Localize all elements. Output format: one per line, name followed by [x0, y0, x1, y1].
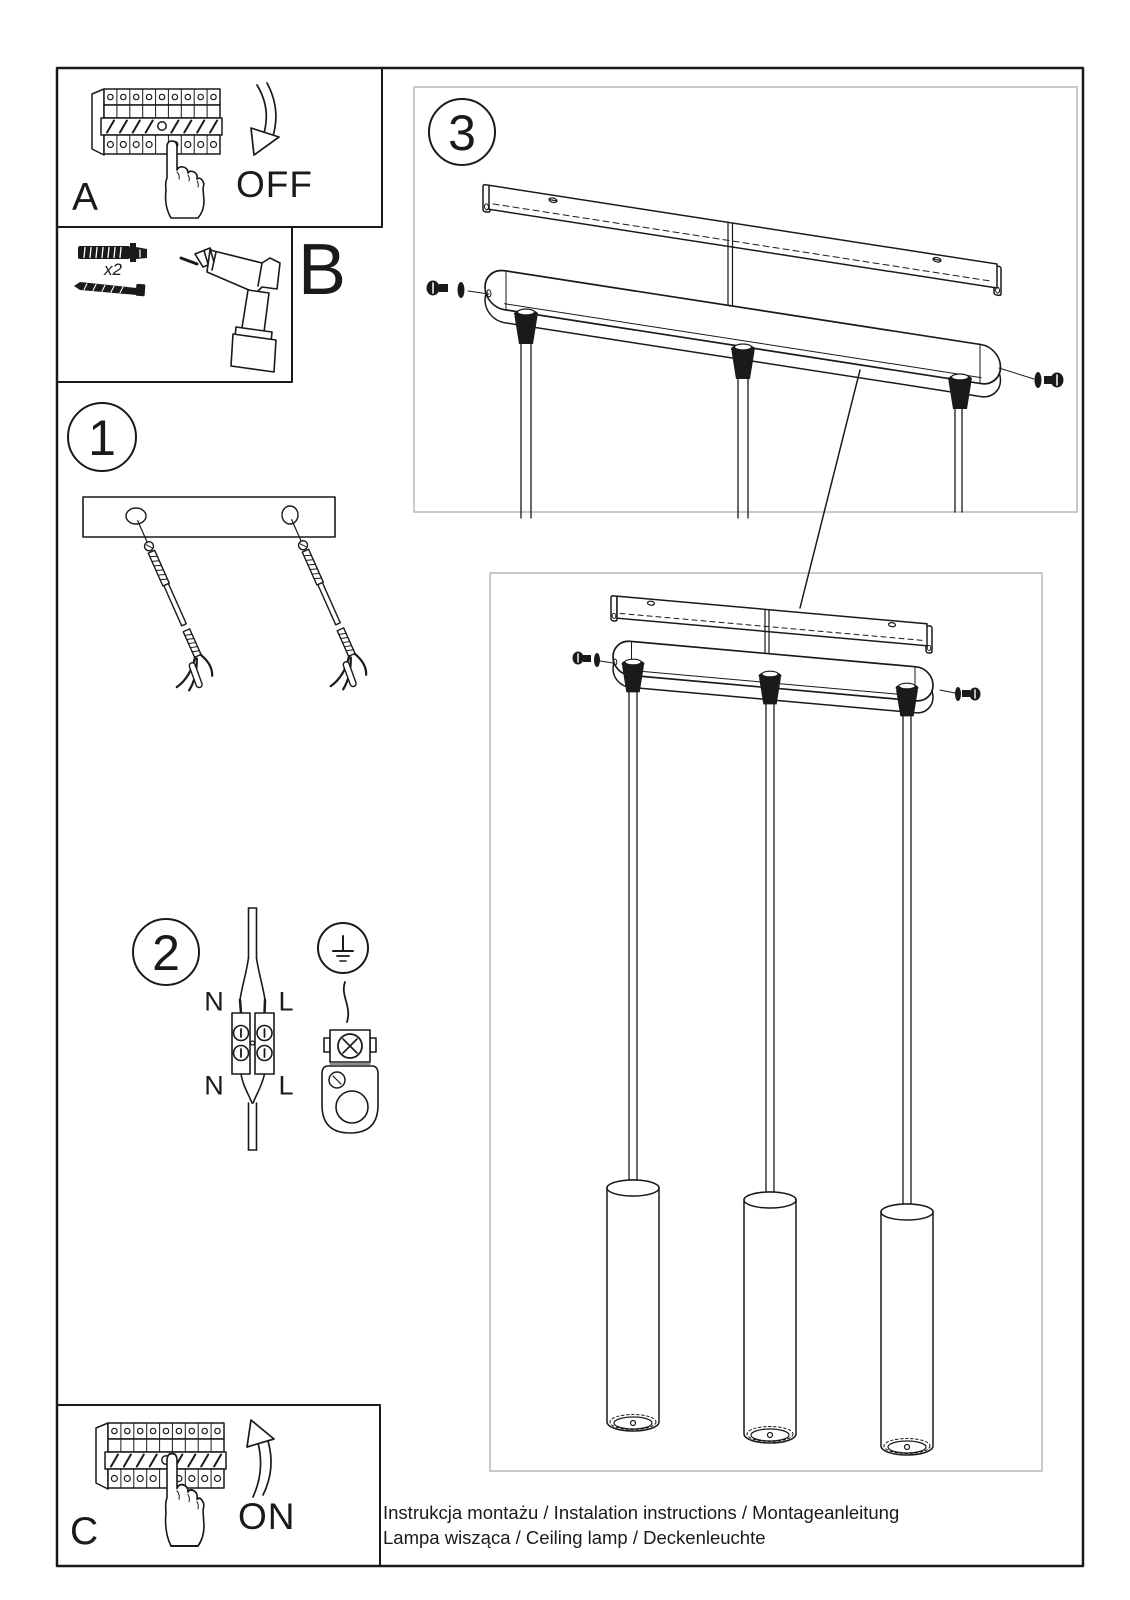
- arrow-down-icon: [251, 83, 279, 155]
- ground-clamp-icon: [322, 982, 378, 1133]
- wire-label-n-bottom: N: [204, 1070, 224, 1101]
- cord-grip: [731, 344, 755, 379]
- anchor-screw-assembly: [262, 517, 370, 695]
- canopy-screw-right: [940, 687, 981, 701]
- step-b-label: B: [298, 230, 347, 310]
- circuit-breaker-panel-icon: [96, 1423, 226, 1489]
- earth-symbol-icon: [318, 923, 368, 973]
- wire-label-l-top: L: [278, 986, 294, 1017]
- anchor-screw-assembly: [108, 518, 216, 696]
- wire-label-n-top: N: [204, 986, 224, 1017]
- step-a-label: A: [72, 176, 99, 219]
- assembled-lamp-art: [573, 596, 981, 1455]
- canopy-screw-left: [573, 652, 614, 668]
- pendant-cable: [629, 692, 911, 1212]
- screw-icon: [74, 282, 145, 296]
- drill-icon: [181, 248, 280, 372]
- mains-cable: [240, 908, 265, 1013]
- step3-art: [427, 99, 1064, 518]
- wire-label-l-bottom: L: [278, 1070, 294, 1101]
- step-c-action: ON: [238, 1496, 296, 1537]
- circuit-breaker-panel-icon: [92, 89, 222, 155]
- step1-number: 1: [88, 410, 116, 466]
- mains-cable: [241, 1074, 265, 1150]
- canopy-screw-left: [427, 281, 490, 299]
- step3-number: 3: [448, 105, 476, 161]
- arrow-up-icon: [247, 1420, 274, 1497]
- step2-number: 2: [152, 925, 180, 981]
- terminal-block: [232, 1013, 274, 1074]
- footer-product-line: Lampa wisząca / Ceiling lamp / Deckenleuchte: [383, 1527, 766, 1548]
- footer-title-line: Instrukcja montażu / Instalation instructions / Montageanleitung: [383, 1502, 900, 1523]
- canopy-screw-right: [999, 368, 1064, 388]
- step-a-action: OFF: [236, 164, 313, 205]
- pendant-cylinder: [881, 1204, 933, 1455]
- pendant-cylinder: [744, 1192, 796, 1443]
- cord-grip: [948, 374, 972, 409]
- pendant-cylinder: [607, 1180, 659, 1431]
- cord-grip: [514, 309, 538, 344]
- quantity-note: x2: [104, 260, 122, 279]
- step-c-label: C: [70, 1510, 99, 1553]
